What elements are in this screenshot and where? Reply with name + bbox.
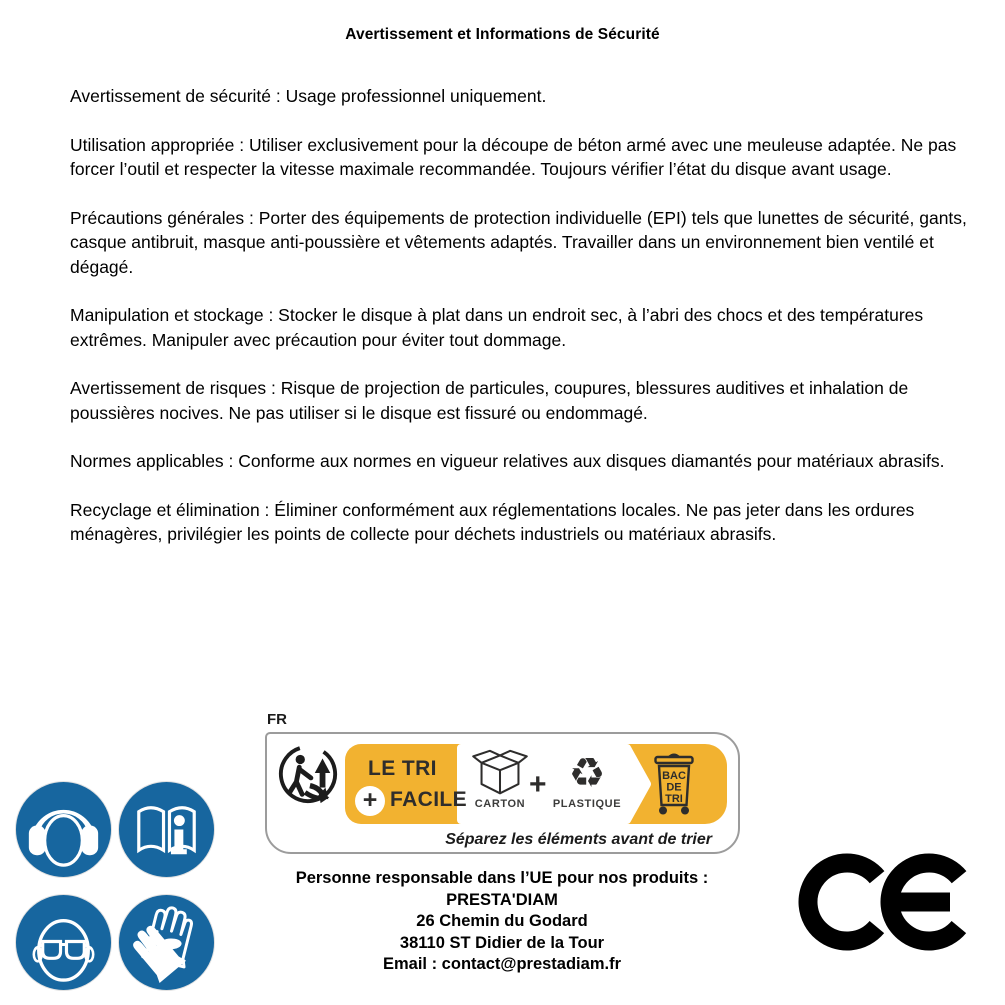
triman-icon xyxy=(277,743,339,805)
paragraph-normes-applicables: Normes applicables : Conforme aux normes en vigueur relatives aux disques diamantés pour matériaux abrasifs. xyxy=(70,451,945,471)
material-plastique xyxy=(549,749,625,810)
responsible-intro: Personne responsable dans l’UE pour nos produits : xyxy=(295,869,709,887)
responsible-person-block xyxy=(252,868,752,976)
paragraph-avertissement-de-risques: Avertissement de risques : Risque de projection de particules, coupures, blessures auditives et inhalation de poussières nocives. Ne pas utiliser si le disque est fissuré ou endommagé. xyxy=(70,378,909,423)
sorting-bin-icon xyxy=(651,752,697,816)
sorting-band xyxy=(345,744,727,824)
plus-circle-icon: + xyxy=(355,786,385,816)
materials-plus-separator: + xyxy=(529,768,547,801)
country-code-label: FR xyxy=(267,711,287,728)
ce-marking-icon xyxy=(798,852,978,952)
address-city: 38110 ST Didier de la Tour xyxy=(399,933,605,952)
read-instruction-manual-icon xyxy=(117,780,216,879)
paragraph-recyclage-et-elimination: Recyclage et élimination : Éliminer conformément aux réglementations locales. Ne pas jeter dans les ordures ménagères, privilégier les points de collecte pour déchets industriels ou matériaux abrasifs. xyxy=(70,499,915,544)
wear-ear-protection-icon xyxy=(14,780,113,879)
company-name: PRESTA'DIAM xyxy=(446,890,558,909)
paragraph-avertissement-de-securite: Avertissement de sécurité : Usage professionnel uniquement. xyxy=(70,86,547,106)
wear-eye-protection-icon xyxy=(14,893,113,992)
paragraph-utilisation-appropriee: Utilisation appropriée : Utiliser exclusivement pour la découpe de béton armé avec une meuleuse adaptée. Ne pas forcer l’outil et respecter la vitesse maximale recommandée. Toujours vérifier l’état du disque avant usage. xyxy=(70,134,957,179)
triman-sorting-label xyxy=(265,732,740,854)
recycling-triangle-icon: ♻ xyxy=(568,749,606,797)
material-carton xyxy=(462,749,538,810)
tri-headline-line2: FACILE xyxy=(390,788,468,811)
wear-protective-gloves-icon xyxy=(117,893,216,992)
contact-email: Email : contact@prestadiam.fr xyxy=(383,955,621,973)
paragraph-manipulation-et-stockage: Manipulation et stockage : Stocker le disque à plat dans un endroit sec, à l’abri des chocs et des températures extrêmes. Manipuler avec précaution pour éviter tout dommage. xyxy=(70,305,924,350)
material-carton-label: CARTON xyxy=(474,798,526,810)
safety-paragraphs xyxy=(70,84,975,547)
material-plastique-label: PLASTIQUE xyxy=(552,798,622,810)
mandatory-safety-icons xyxy=(14,780,216,992)
bin-text-line2: DE xyxy=(666,781,682,794)
bin-text-line3: TRI xyxy=(665,793,683,805)
sorting-instruction: Séparez les éléments avant de trier xyxy=(445,831,712,848)
paragraph-precautions-generales: Précautions générales : Porter des équipements de protection individuelle (EPI) tels que lunettes de sécurité, gants, casque antibruit, masque anti-poussière et vêtements adaptés. Travailler dans un environnement bien ventilé et dégagé. xyxy=(70,207,967,277)
carton-box-icon xyxy=(471,749,529,797)
address-street: 26 Chemin du Godard xyxy=(416,912,588,930)
page-title: Avertissement et Informations de Sécurité xyxy=(345,26,660,43)
tri-headline-line1: LE TRI xyxy=(368,757,437,780)
bin-text-line1: BAC xyxy=(662,770,686,782)
